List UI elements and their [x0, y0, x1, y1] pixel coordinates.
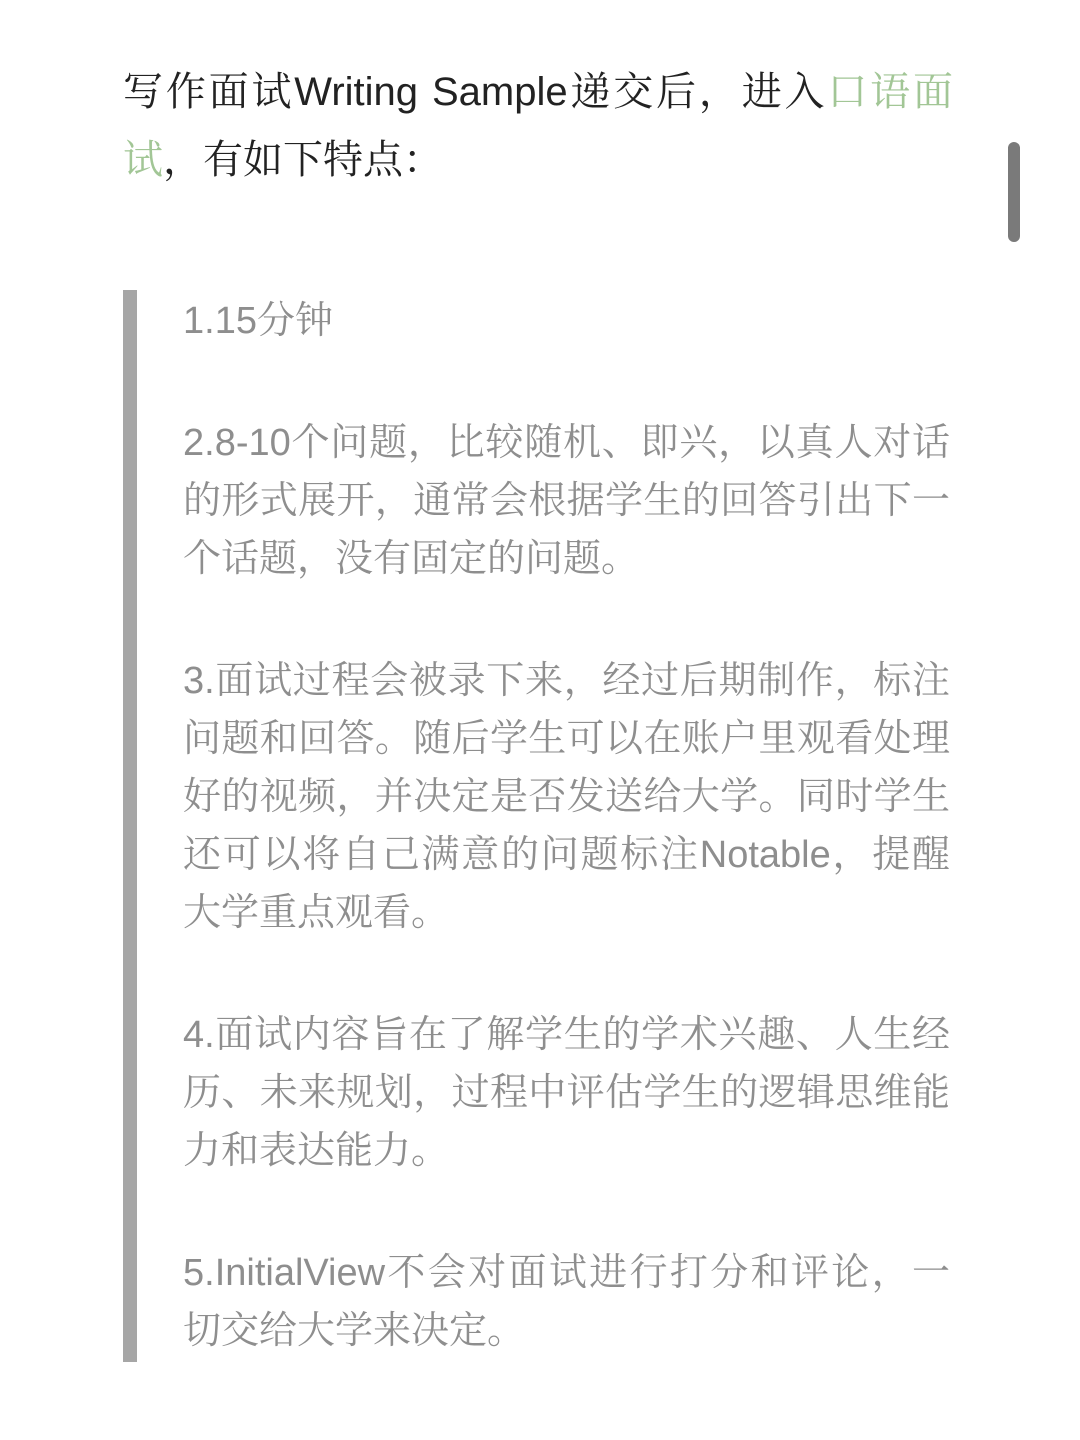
intro-paragraph	[123, 58, 953, 194]
quote-item-scoring: 5.InitialView不会对面试进行打分和评论，一切交给大学来决定。	[183, 1252, 950, 1352]
quote-item-recording: 3.面试过程会被录下来，经过后期制作，标注问题和回答。随后学生可以在账户里观看处理好的视频，并决定是否发送给大学。同时学生还可以将自己满意的问题标注Notable，提醒大学重点观看。	[183, 660, 950, 934]
quote-item-duration: 1.15分钟	[183, 300, 333, 342]
quote-item-content: 4.面试内容旨在了解学生的学术兴趣、人生经历、未来规划，过程中评估学生的逻辑思维能力和表达能力。	[183, 1014, 950, 1172]
scrollbar-thumb[interactable]	[1008, 142, 1020, 242]
quote-item-questions: 2.8-10个问题，比较随机、即兴，以真人对话的形式展开，通常会根据学生的回答引出下一个话题，没有固定的问题。	[183, 422, 950, 580]
quote-block	[123, 290, 950, 1362]
intro-text-lead: 写作面试Writing Sample递交后，进入	[123, 70, 828, 114]
intro-text-tail: ，有如下特点：	[163, 138, 443, 182]
intro-highlight-oral-interview: 口语面试	[123, 70, 954, 182]
